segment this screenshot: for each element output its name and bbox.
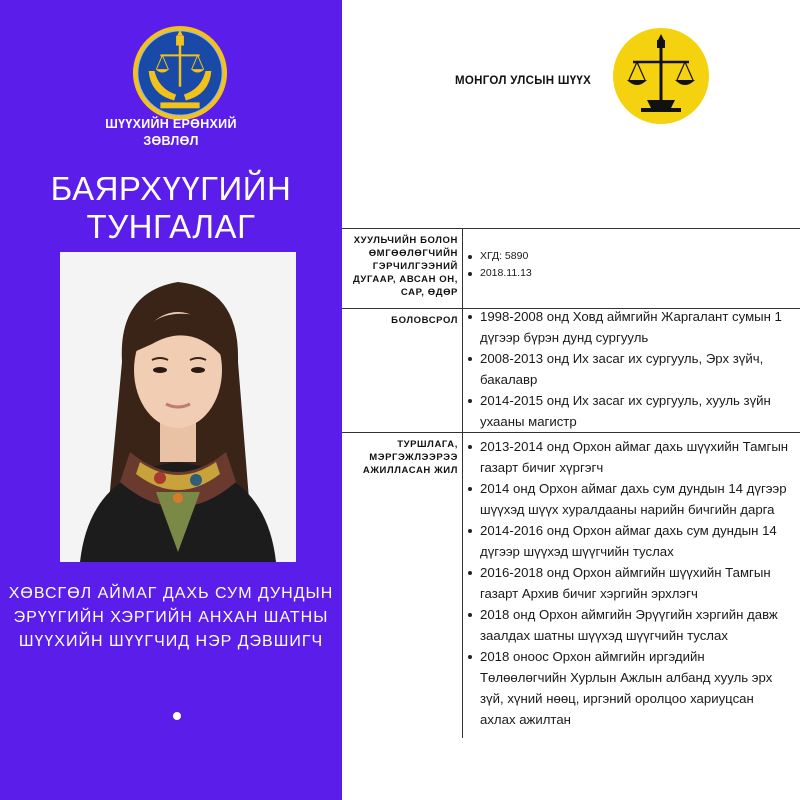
list-item: 2018.11.13 (468, 265, 790, 282)
list-item: 2018 оноос Орхон аймгийн иргэдийн Төлөөлөгчийн Хурлын Ажлын албанд хууль эрх зүй, хүний нөөц, иргэний оролцоо хариуцсан ахлах ажилтан (468, 646, 790, 730)
list-item: 2014-2016 онд Орхон аймаг дахь сум дундын 14 дүгээр шүүхэд шүүгчийн туслах (468, 520, 790, 562)
position-line-1: ХӨВСГӨЛ АЙМАГ ДАХЬ СУМ ДУНДЫН (8, 585, 334, 602)
nomination-position (0, 582, 342, 654)
council-name-line-2: ЗӨВЛӨЛ (143, 134, 199, 148)
license-label-line-2: ӨМГӨӨЛӨГЧИЙН (368, 248, 458, 259)
experience-list (468, 436, 790, 730)
table-divider-2 (342, 432, 800, 433)
license-label-line-4: ДУГААР, АВСАН ОН, (352, 274, 458, 285)
table-column-divider (462, 228, 463, 738)
candidate-name (0, 170, 342, 246)
left-panel (0, 0, 342, 800)
council-emblem-logo (131, 24, 229, 122)
court-title: МОНГОЛ УЛСЫН ШҮҮХ (455, 75, 592, 87)
list-item: 2018 онд Орхон аймгийн Эрүүгийн хэргийн давж заалдах шатны шүүхэд шүүгчийн туслах (468, 604, 790, 646)
license-list (468, 248, 790, 282)
license-label-line-5: САР, ӨДӨР (400, 287, 458, 298)
list-item: 1998-2008 онд Ховд аймгийн Жаргалант сумын 1 дүгээр бүрэн дунд сургууль (468, 306, 790, 348)
table-divider-top (342, 228, 800, 229)
list-item: 2016-2018 онд Орхон аймгийн шүүхийн Тамгын газарт Архив бичиг хэргийн эрхлэгч (468, 562, 790, 604)
experience-label-line-1: ТУРШЛАГА, (397, 439, 458, 450)
candidate-name-line-2: ТУНГАЛАГ (86, 208, 256, 245)
portrait-illustration (60, 252, 296, 562)
experience-label-line-2: МЭРГЭЖЛЭЭРЭЭ (369, 452, 458, 463)
list-item: 2014 онд Орхон аймаг дахь сум дундын 14 дүгээр шүүхэд шүүх хуралдааны нарийн бичгийн дарга (468, 478, 790, 520)
list-item: 2013-2014 онд Орхон аймаг дахь шүүхийн Тамгын газарт бичиг хүргэгч (468, 436, 790, 478)
council-name (0, 116, 342, 150)
candidate-photo (60, 252, 296, 562)
court-emblem-logo (611, 26, 711, 126)
position-line-3: ШҮҮХИЙН ШҮҮГЧИД НЭР ДЭВШИГЧ (18, 633, 324, 650)
license-label-line-3: ГЭРЧИЛГЭЭНИЙ (372, 261, 458, 272)
list-item: 2008-2013 онд Их засаг их сургууль, Эрх зүйч, бакалавр (468, 348, 790, 390)
list-item: 2014-2015 онд Их засаг их сургууль, хууль зүйн ухааны магистр (468, 390, 790, 432)
license-label (344, 234, 458, 299)
position-line-2: ЭРҮҮГИЙН ХЭРГИЙН АНХАН ШАТНЫ (13, 609, 329, 626)
slide-indicator-dot (173, 712, 181, 720)
experience-label-line-3: АЖИЛЛАСАН ЖИЛ (362, 465, 458, 476)
experience-label (344, 438, 458, 477)
candidate-name-line-1: БАЯРХҮҮГИЙН (50, 170, 292, 207)
list-item: ХГД: 5890 (468, 248, 790, 265)
license-label-line-1: ХУУЛЬЧИЙН БОЛОН (353, 235, 458, 246)
council-name-line-1: ШҮҮХИЙН ЕРӨНХИЙ (105, 117, 237, 131)
education-list (468, 306, 790, 432)
education-label: БОЛОВСРОЛ (391, 315, 458, 326)
